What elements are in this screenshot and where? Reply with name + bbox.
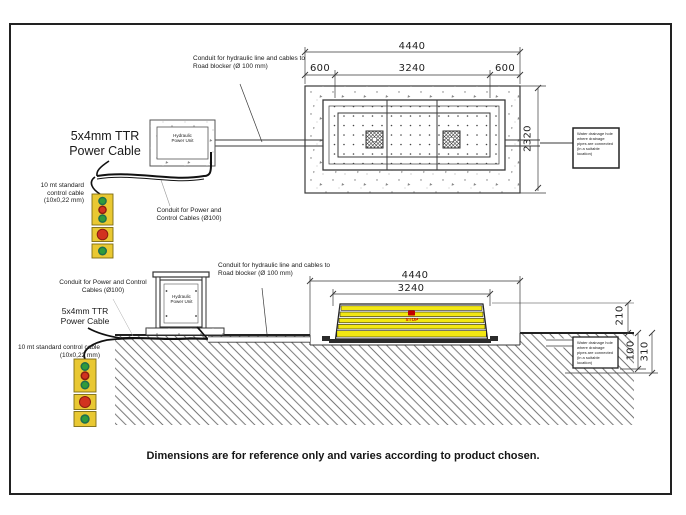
leader-line	[113, 299, 133, 336]
label-hpu-plan: Hydraulic Power Unit	[171, 133, 194, 144]
label-conduit-power-section: Conduit for Power and Control Cables (Ø100)	[59, 279, 147, 294]
label-drainage-plan: Water drainage hole where drainage pipes are connected (in a suitable location)	[577, 131, 614, 156]
label-control-cable-plan: 10 mt standard control cable (10x0,22 mm)	[40, 182, 84, 205]
control-button-station-section	[74, 359, 96, 427]
road-blocker-section	[322, 304, 498, 343]
road-blocker-plan	[323, 100, 505, 170]
label-drainage-section: Water drainage hole where drainage pipes are connected (in a suitable location)	[577, 340, 614, 365]
plan-view	[91, 47, 619, 258]
dim-plan-overall: 4440	[398, 41, 426, 52]
stop-sign-icon	[408, 311, 415, 316]
dim-section-depth: 310	[639, 341, 651, 362]
section-view	[74, 272, 658, 427]
label-conduit-hydraulic-plan: Conduit for hydraulic line and cables to Road blocker (Ø 100 mm)	[193, 55, 306, 70]
leader-line	[262, 288, 267, 334]
emergency-stop-button	[80, 397, 91, 408]
label-conduit-power-plan: Conduit for Power and Control Cables (Ø100)	[156, 207, 222, 222]
reference-note: Dimensions are for reference only and varies according to product chosen.	[146, 450, 540, 462]
dim-section-above: 210	[614, 305, 626, 326]
dim-plan-right: 600	[495, 63, 515, 74]
dim-section-blocker: 3240	[397, 283, 425, 294]
buried-conduit	[208, 337, 310, 342]
emergency-stop-button	[97, 229, 108, 240]
dim-plan-depth: 2320	[522, 125, 534, 152]
label-control-cable-section: 10 mt standard control cable (10x0,22 mm)	[17, 344, 100, 359]
label-stop: STOP	[405, 316, 419, 322]
label-hpu-section: Hydraulic Power Unit	[170, 294, 193, 305]
control-button-station-plan	[92, 194, 113, 258]
leader-line	[240, 84, 262, 142]
dim-section-overall: 4440	[401, 270, 429, 281]
leader-line	[161, 180, 170, 206]
dim-plan-mid: 3240	[398, 63, 426, 74]
dim-plan-left: 600	[310, 63, 330, 74]
blocker-base	[329, 339, 491, 343]
label-power-cable-section: 5x4mm TTR Power Cable	[60, 306, 110, 326]
dim-section-drain: 100	[625, 340, 637, 361]
label-conduit-hydraulic-section: Conduit for hydraulic line and cables to Road blocker (Ø 100 mm)	[218, 262, 331, 277]
label-power-cable-plan: 5x4mm TTR Power Cable	[69, 129, 141, 158]
